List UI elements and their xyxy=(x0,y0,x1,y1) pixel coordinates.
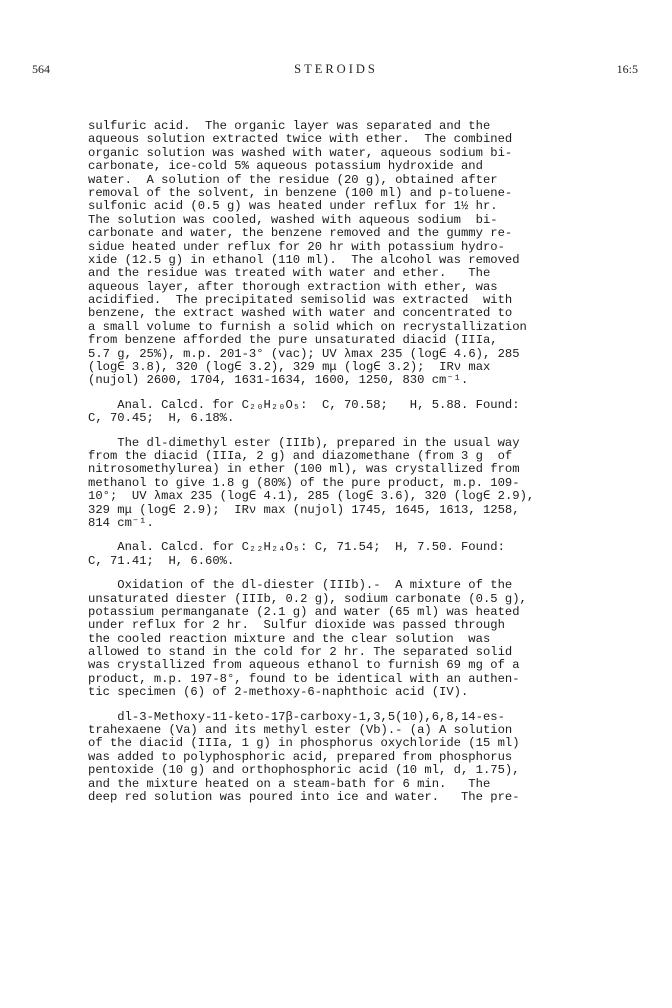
text-line: removal of the solvent, in benzene (100 ml) and p-toluene- xyxy=(88,185,513,200)
text-line: xide (12.5 g) in ethanol (110 ml). The alcohol was removed xyxy=(88,252,520,267)
text-line: unsaturated diester (IIIb, 0.2 g), sodium carbonate (0.5 g), xyxy=(88,591,527,606)
text-line: trahexaene (Va) and its methyl ester (Vb).- (a) A solution xyxy=(88,723,513,738)
text-line: (log∈ 3.8), 320 (log∈ 3.2), 329 mμ (log∈ 3.2); IRν max xyxy=(88,360,491,375)
text-line: benzene, the extract washed with water and concentrated to xyxy=(88,306,513,321)
text-line: The solution was cooled, washed with aqueous sodium bi- xyxy=(88,212,498,227)
paragraph xyxy=(88,711,604,805)
text-line: and the residue was treated with water and ether. The xyxy=(88,266,491,281)
text-line: 814 cm⁻¹. xyxy=(88,515,154,530)
page-number: 564 xyxy=(32,62,50,76)
paragraph xyxy=(88,541,604,568)
paragraph xyxy=(88,579,604,700)
text-line: potassium permanganate (2.1 g) and water (65 ml) was heated xyxy=(88,604,520,619)
text-line: methanol to give 1.8 g (80%) of the pure product, m.p. 109- xyxy=(88,475,520,490)
text-line: dl-3-Methoxy-11-keto-17β-carboxy-1,3,5(10),6,8,14-es- xyxy=(88,709,505,724)
paragraph xyxy=(88,437,604,531)
text-line: sulfonic acid (0.5 g) was heated under reflux for 1½ hr. xyxy=(88,199,498,214)
text-line: Oxidation of the dl-diester (IIIb).- A mixture of the xyxy=(88,578,513,593)
text-line: C, 70.45; H, 6.18%. xyxy=(88,411,235,426)
text-line: and the mixture heated on a steam-bath for 6 min. The xyxy=(88,776,491,791)
text-line: from benzene afforded the pure unsaturated diacid (IIIa, xyxy=(88,333,498,348)
text-line: 10°; UV λmax 235 (log∈ 4.1), 285 (log∈ 3.6), 320 (log∈ 2.9), xyxy=(88,489,535,504)
text-line: The dl-dimethyl ester (IIIb), prepared in the usual way xyxy=(88,435,520,450)
text-line: a small volume to furnish a solid which on recrystallization xyxy=(88,319,527,334)
text-line: allowed to stand in the cold for 2 hr. The separated solid xyxy=(88,645,513,660)
text-line: aqueous solution extracted twice with ether. The combined xyxy=(88,132,513,147)
text-line: (nujol) 2600, 1704, 1631-1634, 1600, 1250, 830 cm⁻¹. xyxy=(88,373,469,388)
text-line: of the diacid (IIIa, 1 g) in phosphorus oxychloride (15 ml) xyxy=(88,736,520,751)
text-line: 329 mμ (log∈ 2.9); IRν max (nujol) 1745, 1645, 1613, 1258, xyxy=(88,502,520,517)
text-line: under reflux for 2 hr. Sulfur dioxide was passed through xyxy=(88,618,505,633)
text-line: 5.7 g, 25%), m.p. 201-3° (vac); UV λmax 235 (log∈ 4.6), 285 xyxy=(88,346,520,361)
text-line: was crystallized from aqueous ethanol to furnish 69 mg of a xyxy=(88,658,520,673)
text-line: sidue heated under reflux for 20 hr with potassium hydro- xyxy=(88,239,505,254)
text-line: deep red solution was poured into ice and water. The pre- xyxy=(88,789,520,804)
text-line: carbonate, ice-cold 5% aqueous potassium hydroxide and xyxy=(88,159,483,174)
text-line: from the diacid (IIIa, 2 g) and diazomethane (from 3 g of xyxy=(88,448,513,463)
text-line: organic solution was washed with water, aqueous sodium bi- xyxy=(88,145,513,160)
text-line: Anal. Calcd. for C₂₂H₂₄O₅: C, 71.54; H, 7.50. Found: xyxy=(88,540,505,555)
text-line: product, m.p. 197-8°, found to be identical with an authen- xyxy=(88,671,520,686)
text-line: tic specimen (6) of 2-methoxy-6-naphthoic acid (IV). xyxy=(88,685,469,700)
text-line: nitrosomethylurea) in ether (100 ml), was crystallized from xyxy=(88,462,520,477)
text-line: carbonate and water, the benzene removed and the gummy re- xyxy=(88,226,513,241)
text-line: aqueous layer, after thorough extraction with ether, was xyxy=(88,279,498,294)
paragraph xyxy=(88,399,604,426)
text-line: Anal. Calcd. for C₂₀H₂₀O₅: C, 70.58; H, 5.88. Found: xyxy=(88,397,520,412)
section-number: 16:5 xyxy=(616,62,638,76)
paragraph-gap xyxy=(88,426,604,437)
text-line: sulfuric acid. The organic layer was separated and the xyxy=(88,119,491,133)
text-line: was added to polyphosphoric acid, prepared from phosphorus xyxy=(88,749,513,764)
running-title: STEROIDS xyxy=(294,62,378,76)
text-line: water. A solution of the residue (20 g), obtained after xyxy=(88,172,498,187)
article-body xyxy=(88,120,604,804)
text-line: C, 71.41; H, 6.60%. xyxy=(88,553,235,568)
paragraph xyxy=(88,120,604,388)
text-line: pentoxide (10 g) and orthophosphoric acid (10 ml, d, 1.75), xyxy=(88,763,520,778)
text-line: acidified. The precipitated semisolid was extracted with xyxy=(88,293,513,308)
paragraph-gap xyxy=(88,700,604,711)
text-line: the cooled reaction mixture and the clear solution was xyxy=(88,631,491,646)
